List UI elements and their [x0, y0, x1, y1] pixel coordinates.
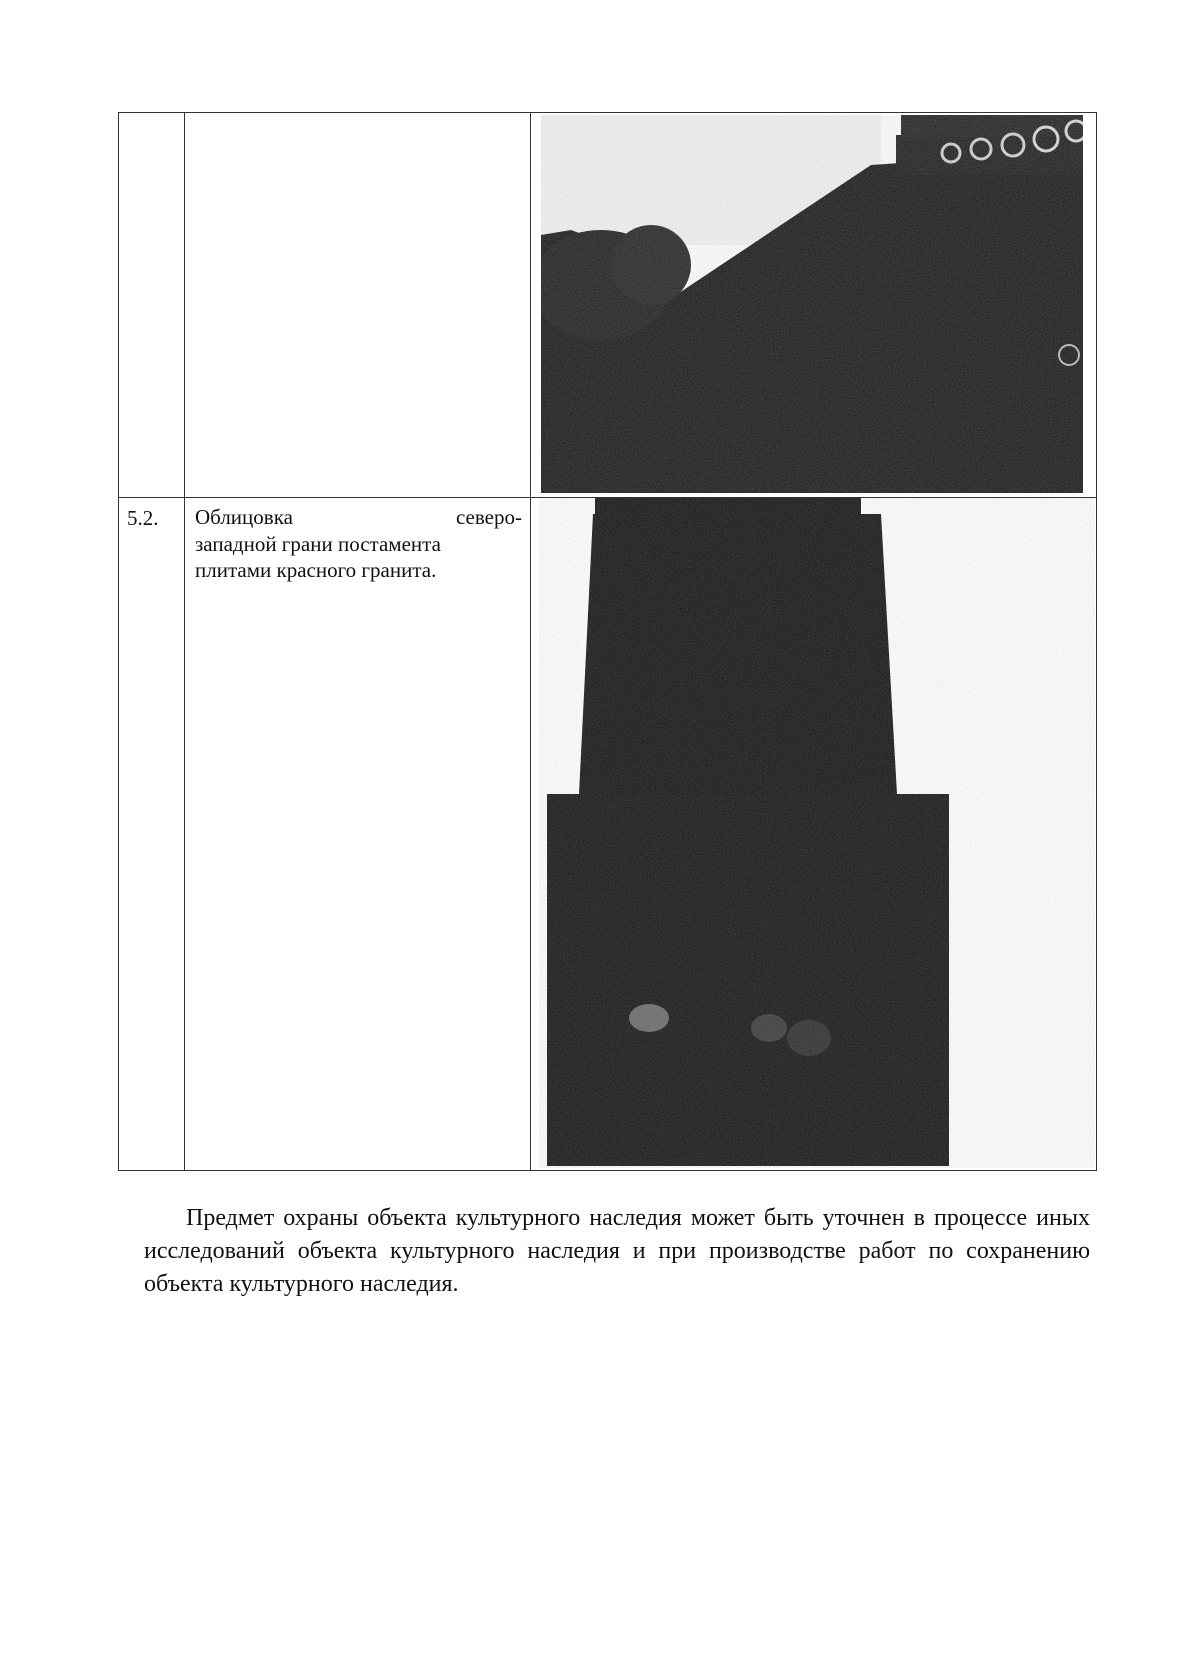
row-number-cell	[119, 113, 185, 498]
monument-pedestal-top-photo	[541, 115, 1083, 493]
row-description-cell	[185, 113, 531, 498]
table-row	[119, 113, 1097, 498]
row-photo-cell	[531, 113, 1097, 498]
protection-subject-table	[118, 112, 1097, 1171]
row-photo-cell	[531, 498, 1097, 1171]
row-description-cell	[185, 498, 531, 1171]
row-number-cell: 5.2.	[119, 498, 185, 1171]
row-description-text: Облицовка северо- западной грани постамента плитами красного гранита.	[195, 505, 522, 583]
protection-subject-note: Предмет охраны объекта культурного наследия может быть уточнен в процессе иных исследований объекта культурного наследия и при производстве работ по сохранению объекта культурного наследия.	[144, 1205, 1090, 1298]
table-row	[119, 498, 1097, 1171]
monument-pedestal-northwest-face-photo	[539, 498, 1095, 1168]
